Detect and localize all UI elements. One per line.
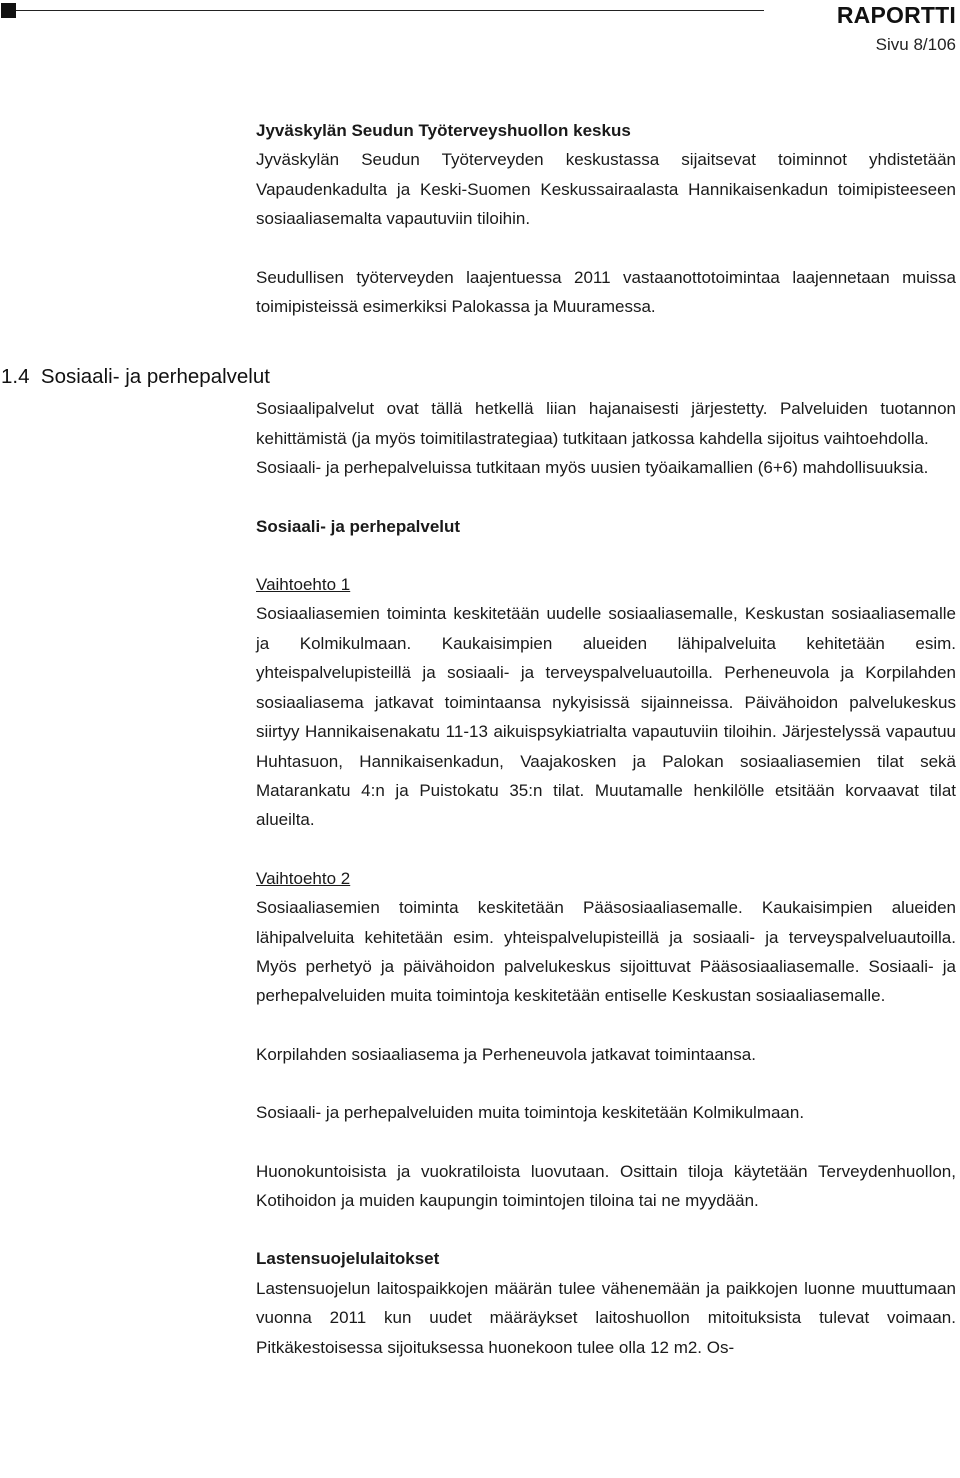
paragraph-kolmikulma: Sosiaali- ja perhepalveluiden muita toimintoja keskitetään Kolmikulmaan. xyxy=(256,1103,805,1123)
option-1-label: Vaihtoehto 1 xyxy=(256,575,351,595)
subheading-sosiaali-perhe: Sosiaali- ja perhepalvelut xyxy=(256,516,461,536)
option-1-paragraph: Sosiaaliasemien toiminta keskitetään uudelle sosiaaliasemalle, Keskustan sosiaaliasemalle ja Kolmikulmaan. Kaukaisimpien alueiden lähipalveluita kehitetään esim. yhteispalvelupisteillä ja sosiaali- ja terveyspalveluautoilla. Perheneuvola ja Korpilahden sosiaaliasema jatkavat toimintaansa nykyisissä sijainneissa. Päivähoidon palvelukeskus siirtyy Hannikaisenakatu 11-13 aikuispsykiatrialta vapautuviin tiloihin. Järjestelyssä vapautuu Huhtasuon, Hannikaisenkadun, Vaajakosken ja Palokan sosiaaliasemien tilat sekä Matarankatu 4:n ja Puistokatu 35:n tilat. Muutamalle henkilölle etsitään korvaavat tilat alueilta. xyxy=(256,604,956,830)
header-square xyxy=(1,3,16,18)
paragraph-korpilahti: Korpilahden sosiaaliasema ja Perheneuvola jatkavat toimintaansa. xyxy=(256,1044,756,1064)
subheading-lastensuojelu: Lastensuojelulaitokset xyxy=(256,1249,440,1269)
paragraph-tyoterveys-2: Seudullisen työterveyden laajentuessa 2011 vastaanottotoimintaa laajennetaan muissa toimipisteissä esimerkiksi Palokassa ja Muuramessa. xyxy=(256,267,956,317)
paragraph-luovutus: Huonokuntoisista ja vuokratiloista luovutaan. Osittain tiloja käytetään Terveydenhuollon, Kotihoidon ja muiden kaupungin toimintojen tiloina tai ne myydään. xyxy=(256,1161,956,1210)
report-label: RAPORTTI xyxy=(836,2,956,28)
paragraph-lastensuojelu: Lastensuojelun laitospaikkojen määrän tulee vähenemään ja paikkojen luonne muuttumaan vuonna 2011 kun uudet määräykset laitoshuollon mitoituksista tulevat voimaan. Pitkäkestoisessa sijoituksessa huonekoon tulee olla 12 m2. Os- xyxy=(256,1278,956,1357)
section-number: 1.4 xyxy=(1,365,30,388)
header-rule xyxy=(16,10,764,11)
paragraph-sosiaali-intro: Sosiaalipalvelut ovat tällä hetkellä liian hajanaisesti järjestetty. Palveluiden tuotannon kehittämistä (ja myös toimitilastrategiaa) tutkitaan jatkossa kahdella sijoitus vaihtoehdolla. xyxy=(256,399,956,448)
section-heading xyxy=(1,365,270,389)
option-2-label: Vaihtoehto 2 xyxy=(256,868,351,888)
document-body xyxy=(256,116,956,1362)
section-title: Sosiaali- ja perhepalvelut xyxy=(40,365,270,388)
subheading-tyoterveyshuolto: Jyväskylän Seudun Työterveyshuollon keskus xyxy=(256,121,631,140)
page-number: Sivu 8/106 xyxy=(875,35,956,54)
option-2-paragraph: Sosiaaliasemien toiminta keskitetään Pääsosiaaliasemalle. Kaukaisimpien alueiden lähipalveluita kehitetään esim. yhteispalvelupisteillä ja sosiaali- ja terveyspalveluautoilla. Myös perhetyö ja päivähoidon palvelukeskus sijoittuvat Pääsosiaaliasemalle. Sosiaali- ja perhepalveluiden muita toimintoja keskitetään entiselle Keskustan sosiaaliasemalle. xyxy=(256,898,956,1006)
paragraph-sosiaali-tyoaika: Sosiaali- ja perhepalveluissa tutkitaan myös uusien työaikamallien (6+6) mahdollisuuksia. xyxy=(256,458,929,478)
paragraph-tyoterveys-1: Jyväskylän Seudun Työterveyden keskustassa sijaitsevat toiminnot yhdistetään Vapaudenkadulta ja Keski-Suomen Keskussairaalasta Hannikaisenkadun toimipisteeseen sosiaaliasemalta vapautuviin tiloihin. xyxy=(256,150,956,229)
